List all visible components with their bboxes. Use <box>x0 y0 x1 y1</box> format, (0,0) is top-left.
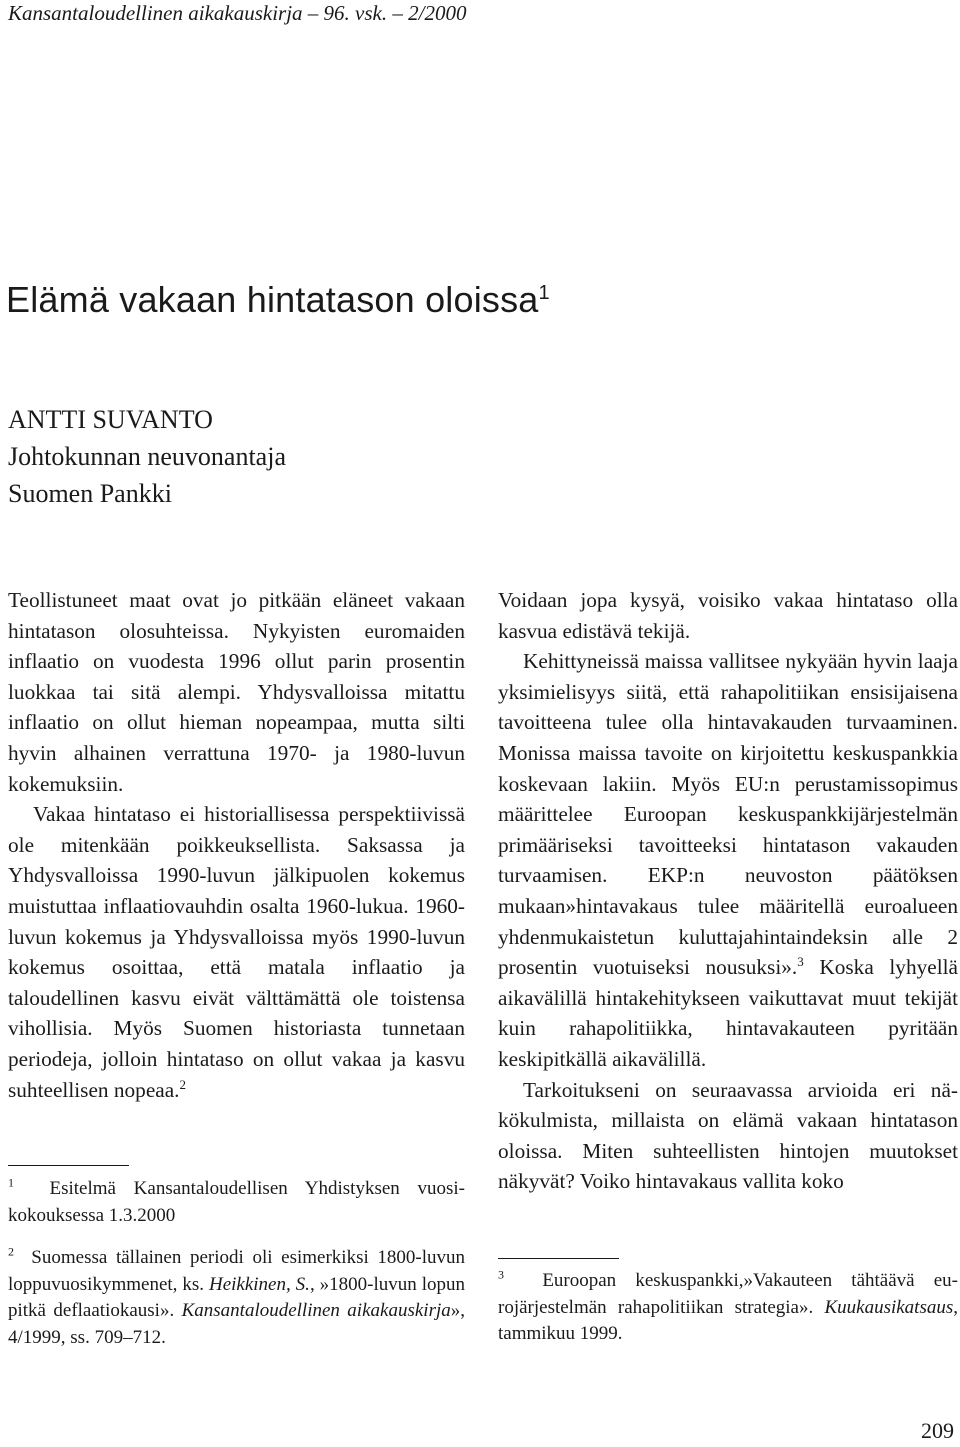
left-column <box>8 585 465 1105</box>
left-paragraph-2 <box>8 799 465 1105</box>
footnote-2-author: Heikkinen, S. <box>208 1273 310 1295</box>
author-block <box>8 401 286 512</box>
author-name: ANTTI SUVANTO <box>8 405 213 434</box>
footnote-ref-2[interactable]: 2 <box>179 1076 186 1092</box>
footnote-1 <box>8 1176 465 1229</box>
footnote-rule-left <box>8 1165 129 1166</box>
footnote-2-number: 2 <box>8 1244 14 1259</box>
running-head: Kansantaloudellinen aikakauskirja – 96. vsk. – 2/2000 <box>8 1 467 25</box>
footnote-1-text: Esitelmä Kansantaloudellisen Yhdistyksen vuosikokouksessa 1.3.2000 <box>8 1178 465 1226</box>
footnote-ref-3[interactable]: 3 <box>797 954 804 970</box>
footnote-3-journal: Kuukausikatsaus <box>824 1296 954 1318</box>
right-paragraph-2-text-b: Koska lyhyellä aikavälillä hintakehitykseen vaikuttavat muut tekijät kuin rahapolitiikka, hintavakauteen pyritään keskipitkällä aikavälillä. <box>498 955 958 1071</box>
right-paragraph-2-text-a: Kehittyneissä maissa vallitsee nykyään hyvin laaja yksimielisyys siitä, että rahapolitiikan ensisijaisena tavoitteena tulee olla hintavakauden turvaaminen. Monissa maissa tavoite on kirjoitettu keskuspankkia koskevaan lakiin. Myös EU:n perustamissopimus määrittelee Euroopan keskuspankkijärjestelmän primääriseksi tavoitteeksi hintatason vakauden turvaamisen. EKP:n neuvoston päätöksen mukaan»hintavakaus tulee määritellä euroalueen yhdenmukaistetun kuluttajahintaindeksin alle 2 prosentin vuotuiseksi nousuksi». <box>498 649 958 980</box>
footnote-2 <box>8 1245 465 1351</box>
left-paragraph-2-text: Vakaa hintataso ei historiallisessa perspektiivissä ole mitenkään poikkeuksellista. Saksassa ja Yhdysvalloissa 1990-luvun jälkipuolen kokemus muistuttaa inflaatiovauhdin osalta 1960-lukua. 1960-luvun kokemus ja Yhdysvalloissa myös 1990-luvun kokemus osoittaa, että matala inflaatio ja taloudellinen kasvu eivät välttämättä ole toistensa vihollisia. Myös Suomen historiasta tunnetaan periodeja, jolloin hintataso on ollut vakaa ja kasvu suhteellisen nopeaa. <box>8 802 465 1102</box>
footnote-2-text-c: », 4/1999, ss. 709–712. <box>8 1300 465 1348</box>
left-paragraph-1: Teollistuneet maat ovat jo pitkään eläneet vakaan hintatason olosuhteissa. Nykyisten euromaiden inflaatio on vuodesta 1996 ollut parin prosentin luokkaa tai sitä alempi. Yhdysvalloissa mitattu inflaatio on ollut hieman nopeampaa, mutta silti hyvin alhainen verrattuna 1970- ja 1980-luvun kokemuksiin. <box>8 588 465 796</box>
right-footnotes <box>498 1258 958 1348</box>
footnote-3-text-a: Euroopan keskuspankki,»Vakauteen tähtäävä eurojärjestelmän rahapolitiikan strategia». <box>498 1270 958 1318</box>
page-number: 209 <box>921 1418 954 1443</box>
right-paragraph-2 <box>498 646 958 1074</box>
right-paragraph-3: Tarkoitukseni on seuraavassa arvioida eri näkökulmista, millaista on elämä vakaan hintatason oloissa. Miten suhteellisten hintojen muutokset näkyvät? Voiko hintavakaus vallita koko <box>498 1077 958 1194</box>
right-paragraph-1: Voidaan jopa kysyä, voisiko vakaa hintataso olla kasvua edistävä tekijä. <box>498 588 958 643</box>
article-title-text: Elämä vakaan hintatason oloissa <box>6 279 539 320</box>
left-footnotes <box>8 1165 465 1351</box>
footnote-2-journal: Kansantaloudellinen aikakauskirja <box>181 1300 451 1321</box>
footnote-1-number: 1 <box>8 1175 14 1190</box>
author-position: Johtokunnan neuvonantaja <box>8 442 286 471</box>
footnote-3-number: 3 <box>498 1267 504 1282</box>
right-column <box>498 585 958 1197</box>
footnote-2-text-b: , »1800-luvun lopun pitkä deflaatiokausi». <box>8 1273 465 1321</box>
footnote-2-text-a: Suomessa tällainen periodi oli esimerkiksi 1800-luvun loppuvuosikymmenet, ks. <box>8 1247 466 1295</box>
article-title <box>6 278 550 322</box>
footnote-rule-right <box>498 1258 619 1259</box>
author-organization: Suomen Pankki <box>8 479 172 508</box>
footnote-3-text-b: , tammikuu 1999. <box>498 1296 958 1344</box>
footnote-3 <box>498 1268 958 1348</box>
title-footnote-ref[interactable]: 1 <box>538 282 550 304</box>
